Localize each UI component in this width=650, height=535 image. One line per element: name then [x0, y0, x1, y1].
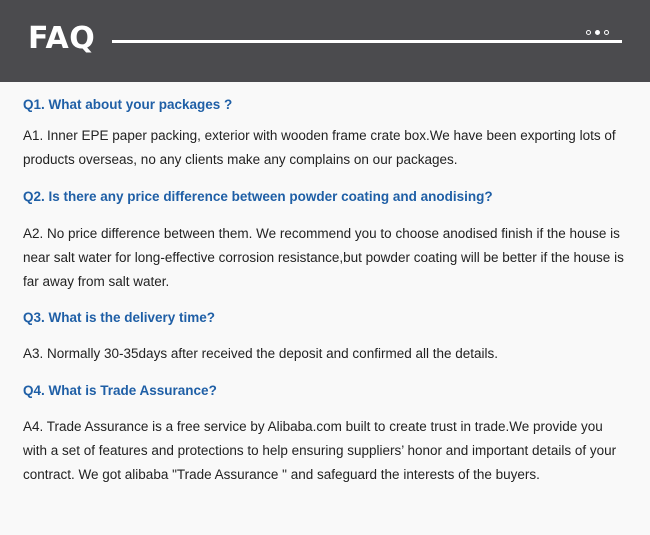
faq-answer-3: A3. Normally 30-35days after received the deposit and confirmed all the details. — [23, 346, 499, 361]
faq-answer-4: A4. Trade Assurance is a free service by Alibaba.com built to create trust in trade.We provide you with a set of features and protections to help ensuring suppliers’ honor and important details of your contract. We got alibaba "Trade Assurance " and safeguard the interests of the buyers. — [23, 419, 617, 482]
faq-banner — [0, 0, 650, 82]
faq-question-3: Q3. What is the delivery time? — [23, 310, 216, 325]
page-title: FAQ — [28, 21, 96, 56]
title-divider — [112, 40, 622, 43]
pager-dot — [604, 30, 609, 35]
faq-answer-2: A2. No price difference between them. We recommend you to choose anodised finish if the house is near salt water for long-effective corrosion resistance,but powder coating will be better if the house is far away from salt water. — [23, 226, 624, 289]
pager-dot-active — [595, 30, 600, 35]
faq-question-1: Q1. What about your packages ? — [23, 97, 233, 112]
faq-question-4: Q4. What is Trade Assurance? — [23, 383, 217, 398]
pager-dots-icon — [586, 30, 609, 35]
faq-question-2: Q2. Is there any price difference between powder coating and anodising? — [23, 189, 493, 204]
pager-dot — [586, 30, 591, 35]
faq-list — [0, 95, 650, 487]
faq-answer-1: A1. Inner EPE paper packing, exterior with wooden frame crate box.We have been exporting lots of products overseas, no any clients make any complains on our packages. — [23, 128, 616, 167]
